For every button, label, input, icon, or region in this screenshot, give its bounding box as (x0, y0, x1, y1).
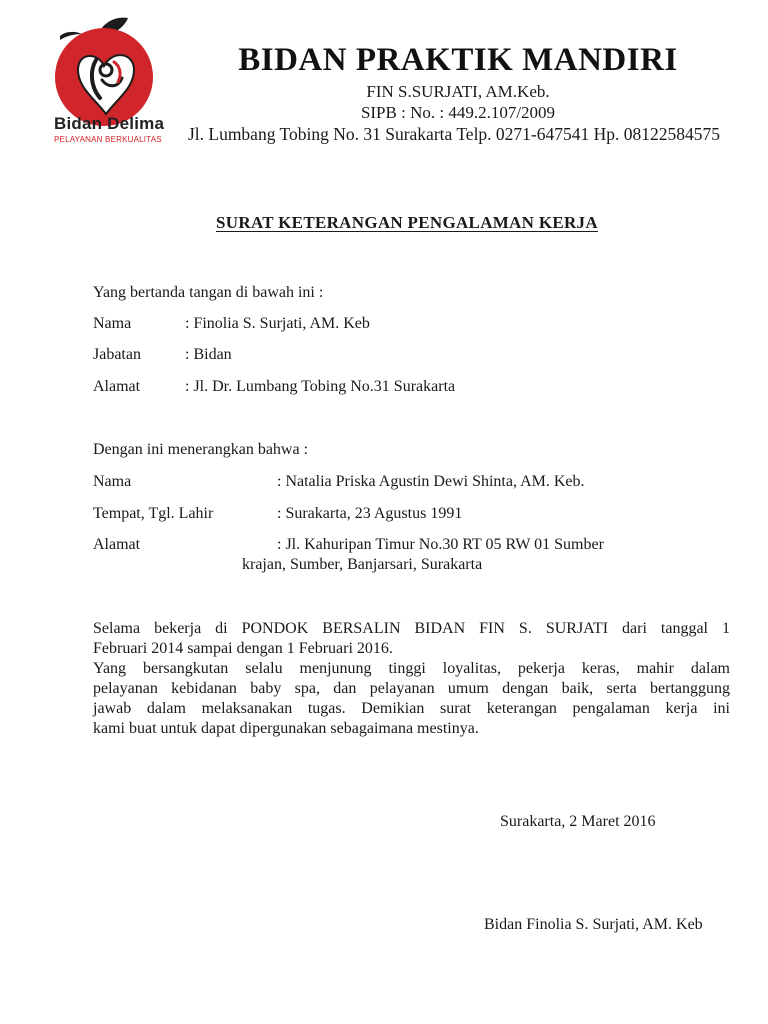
intro-text: Yang bertanda tangan di bawah ini : (93, 284, 324, 301)
field-value: : Jl. Dr. Lumbang Tobing No.31 Surakarta (185, 378, 456, 395)
paragraph-line: Februari 2014 sampai dengan 1 Februari 2016. (93, 640, 393, 657)
paragraph-line: pelayanan kebidanan baby spa, dan pelayanan umum dengan baik, serta bertanggung (93, 680, 730, 697)
letterhead-address: Jl. Lumbang Tobing No. 31 Surakarta Telp. 0271-647541 Hp. 08122584575 (187, 124, 721, 144)
place-date: Surakarta, 2 Maret 2016 (500, 813, 656, 830)
paragraph-line: kami buat untuk dapat dipergunakan sebagaimana mestinya. (93, 720, 479, 737)
letterhead-title: BIDAN PRAKTIK MANDIRI (238, 42, 678, 78)
letterhead-name: FIN S.SURJATI, AM.Keb. (366, 82, 550, 101)
bidan-delima-logo (40, 14, 170, 144)
field-label: Jabatan (93, 346, 141, 363)
logo-title: Bidan Delima (54, 114, 165, 133)
body-paragraph (93, 619, 730, 739)
field-value: : Bidan (185, 346, 232, 363)
subject-address-continuation: krajan, Sumber, Banjarsari, Surakarta (242, 556, 483, 573)
field-value: : Natalia Priska Agustin Dewi Shinta, AM. Keb. (277, 473, 585, 490)
statement-text: Dengan ini menerangkan bahwa : (93, 441, 309, 458)
document-title: SURAT KETERANGAN PENGALAMAN KERJA (216, 213, 598, 232)
field-label: Alamat (93, 536, 141, 553)
paragraph-line: jawab dalam melaksanakan tugas. Demikian surat keterangan pengalaman kerja ini (93, 700, 730, 717)
signer-name: Bidan Finolia S. Surjati, AM. Keb (484, 916, 703, 933)
letterhead-sipb: SIPB : No. : 449.2.107/2009 (360, 103, 556, 122)
field-label: Alamat (93, 378, 141, 395)
field-label: Nama (93, 315, 132, 332)
field-value: : Finolia S. Surjati, AM. Keb (185, 315, 370, 332)
field-label: Nama (93, 473, 132, 490)
field-value: : Surakarta, 23 Agustus 1991 (277, 505, 463, 522)
field-label: Tempat, Tgl. Lahir (93, 505, 214, 522)
logo-tagline: PELAYANAN BERKUALITAS (54, 135, 162, 144)
paragraph-line: Selama bekerja di PONDOK BERSALIN BIDAN FIN S. SURJATI dari tanggal 1 (93, 620, 730, 637)
paragraph-line: Yang bersangkutan selalu menjunung tinggi loyalitas, pekerja keras, mahir dalam (93, 660, 730, 677)
field-value: : Jl. Kahuripan Timur No.30 RT 05 RW 01 Sumber (277, 536, 604, 553)
